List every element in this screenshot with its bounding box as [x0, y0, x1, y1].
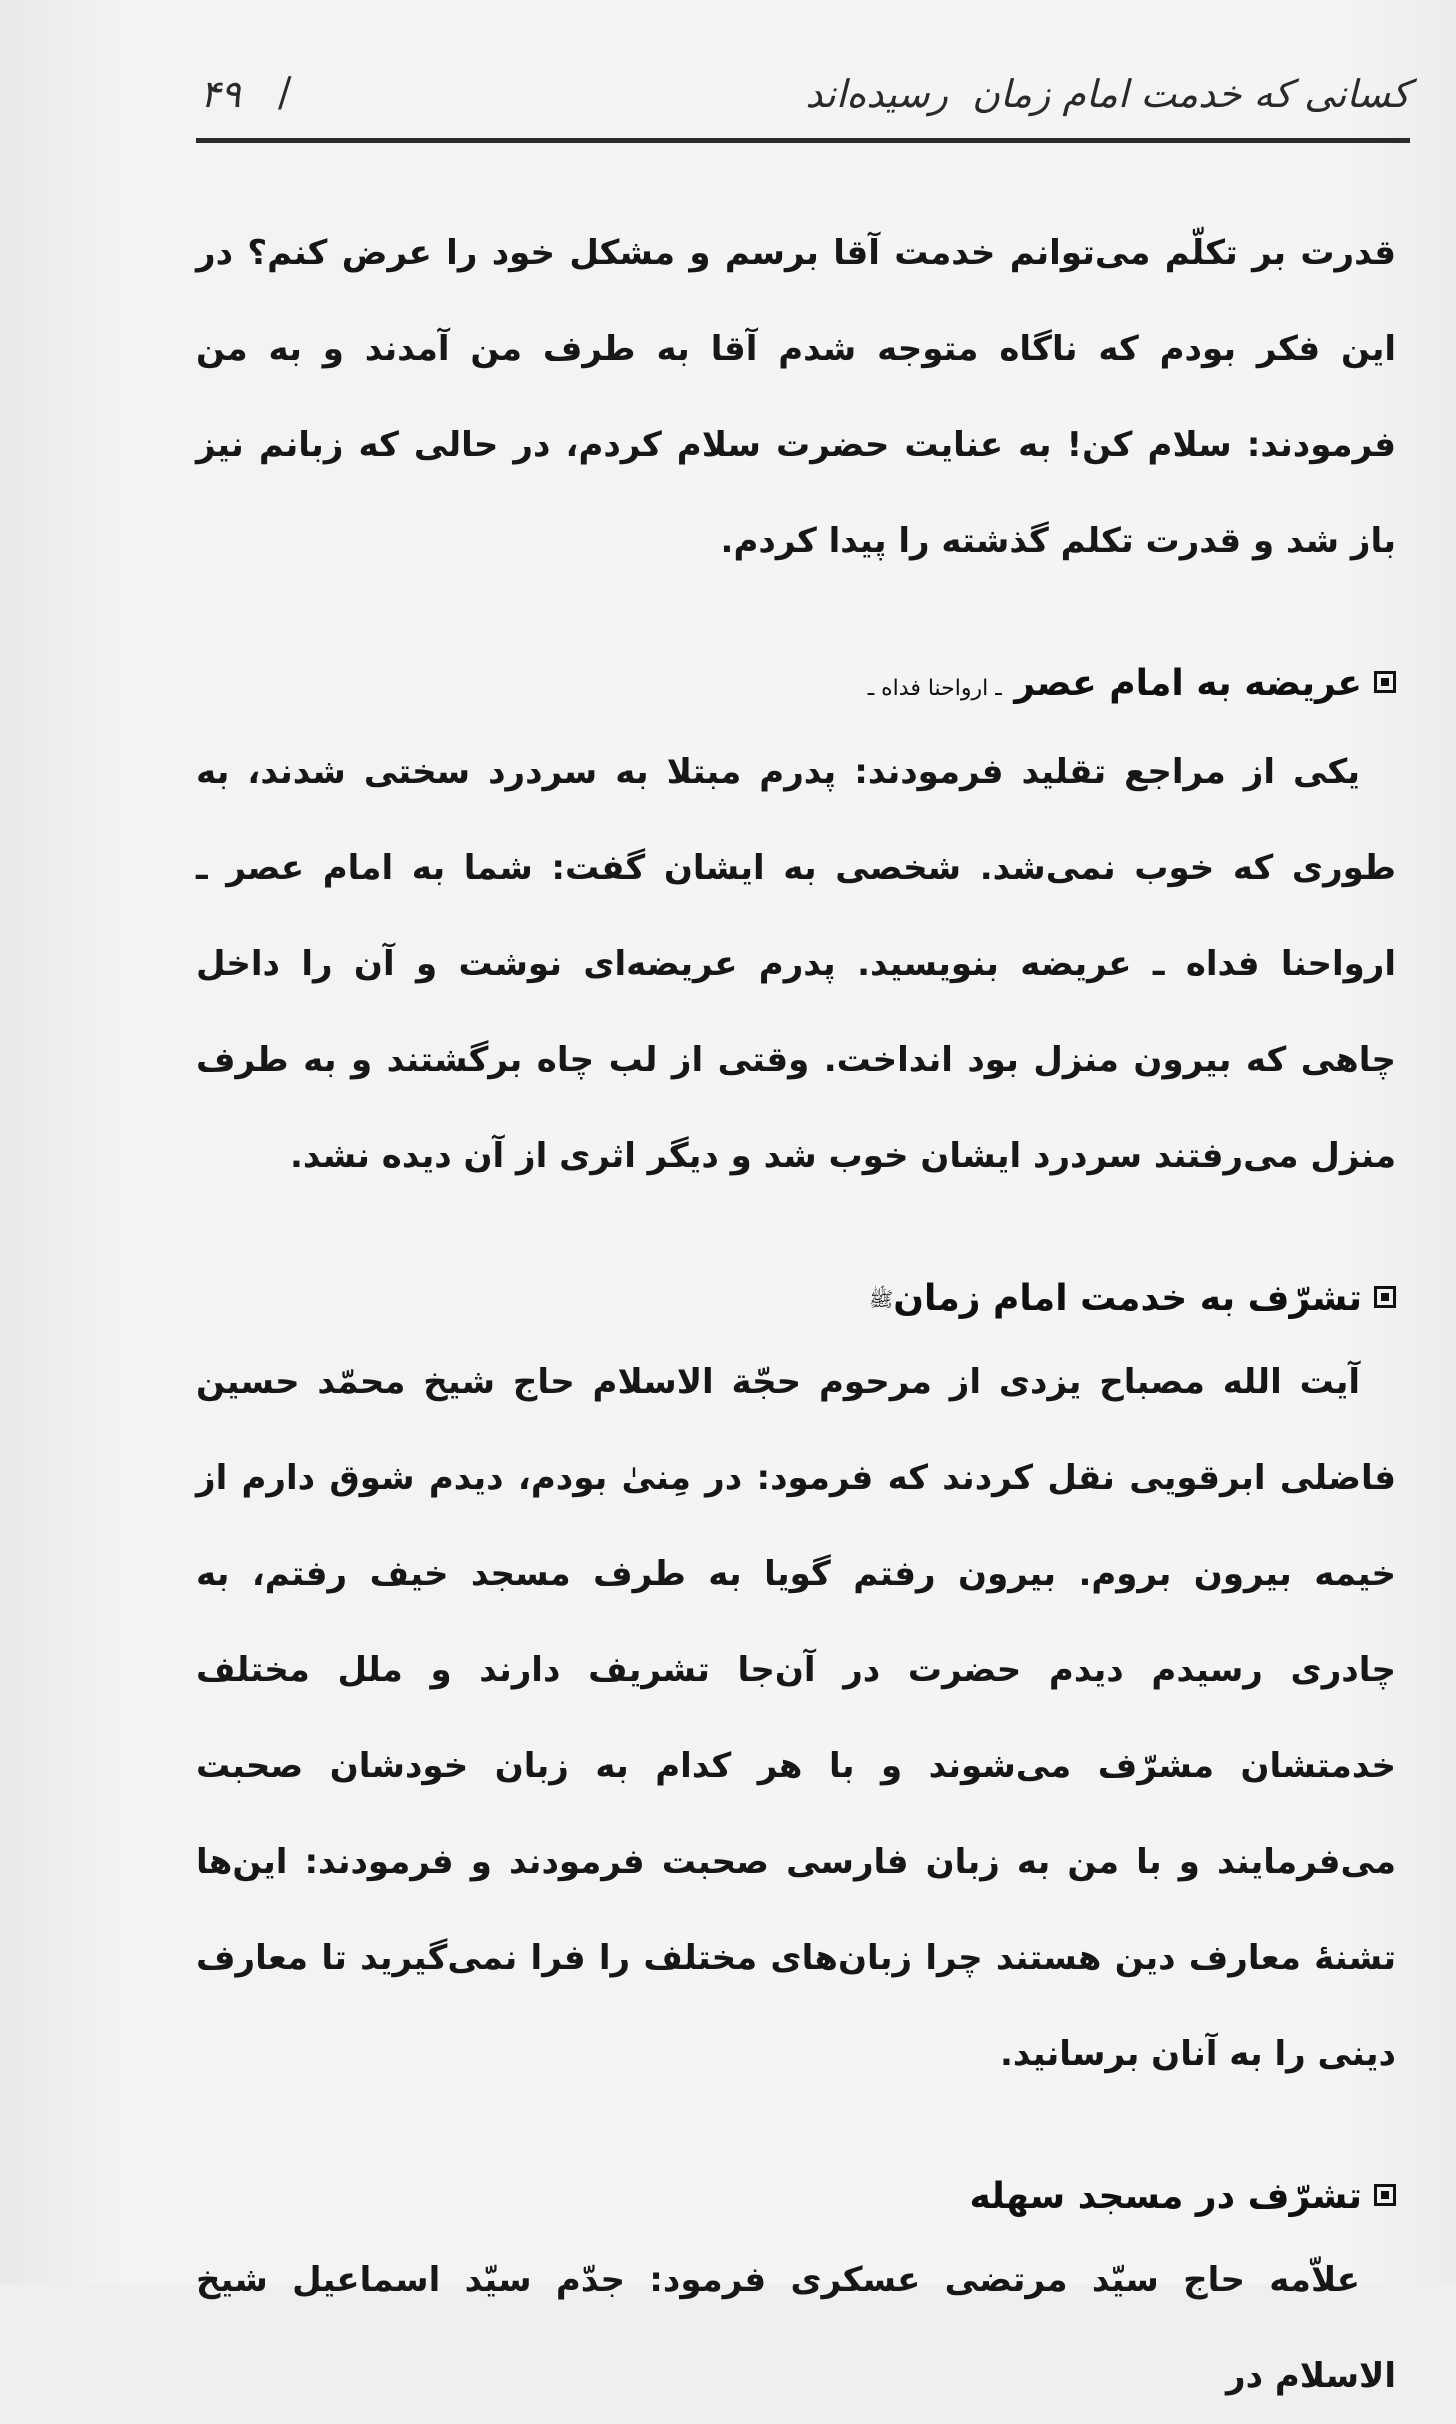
paragraph: آیت الله مصباح یزدی از مرحوم حجّة الاسلام حاج شیخ محمّد حسین فاضلی ابرقویی نقل کردند که فرمود: در مِنیٰ بودم، دیدم شوق دارم از خیمه بیرون بروم. بیرون رفتم گویا به طرف مسجد خیف رفتم، به چادری رسیدم دیدم حضرت در آن‌جا تشریف دارند و ملل مختلف خدمتشان مشرّف می‌شوند و با هر کدام به زبان خودشان صحبت می‌فرمایند و با من به زبان فارسی صحبت فرمودند و فرمودند: این‌ها تشنهٔ معارف دین هستند چرا زبان‌های مختلف را فرا نمی‌گیرید تا معارف دینی را به آنان برسانید.: [196, 1362, 1396, 2074]
header-separator: /: [278, 70, 292, 116]
header-rule: [196, 138, 1410, 143]
section-title: تشرّف در مسجد سهله: [969, 2176, 1362, 2217]
section-title: تشرّف به خدمت امام زمان: [893, 1278, 1362, 1319]
salutation-glyph: ﷺ: [869, 1287, 894, 1311]
square-bullet-icon: [1374, 1286, 1396, 1308]
section-heading-visit: [196, 1264, 1396, 1334]
section-title: عریضه به امام عصر: [1014, 663, 1362, 704]
page-header: [190, 62, 1410, 138]
running-title: کسانی که خدمت امام زمان ‌ رسیده‌اند: [805, 72, 1410, 116]
square-bullet-icon: [1374, 671, 1396, 693]
paragraph: یکی از مراجع تقلید فرمودند: پدرم مبتلا به سردرد سختی شدند، به طوری که خوب نمی‌شد. شخصی به ایشان گفت: شما به امام عصر ـ ارواحنا فداه ـ عریضه بنویسید. پدرم عریضه‌ای نوشت و آن را داخل چاهی که بیرون منزل بود انداخت. وقتی از لب چاه برگشتند و به طرف منزل می‌رفتند سردرد ایشان خوب شد و دیگر اثری از آن دیده نشد.: [196, 752, 1396, 1176]
section-title-suffix: ـ ارواحنا فداه ـ: [867, 676, 1002, 701]
section-heading-petition: [196, 649, 1396, 724]
paragraph: علاّمه حاج سیّد مرتضی عسکری فرمود: جدّم سیّد اسماعیل شیخ الاسلام در: [196, 2260, 1396, 2396]
paragraph-continued: قدرت بر تکلّم می‌توانم خدمت آقا برسم و مشکل خود را عرض کنم؟ در این فکر بودم که ناگاه متوجه شدم آقا به طرف من آمدند و به من فرمودند: سلام کن! به عنایت حضرت سلام کردم، در حالی که زبانم نیز باز شد و قدرت تکلم گذشته را پیدا کردم.: [196, 233, 1396, 561]
page-number: ۴۹: [200, 72, 241, 116]
square-bullet-icon: [1374, 2184, 1396, 2206]
section-heading-sahla: [196, 2162, 1396, 2232]
page-body: [196, 205, 1396, 2424]
